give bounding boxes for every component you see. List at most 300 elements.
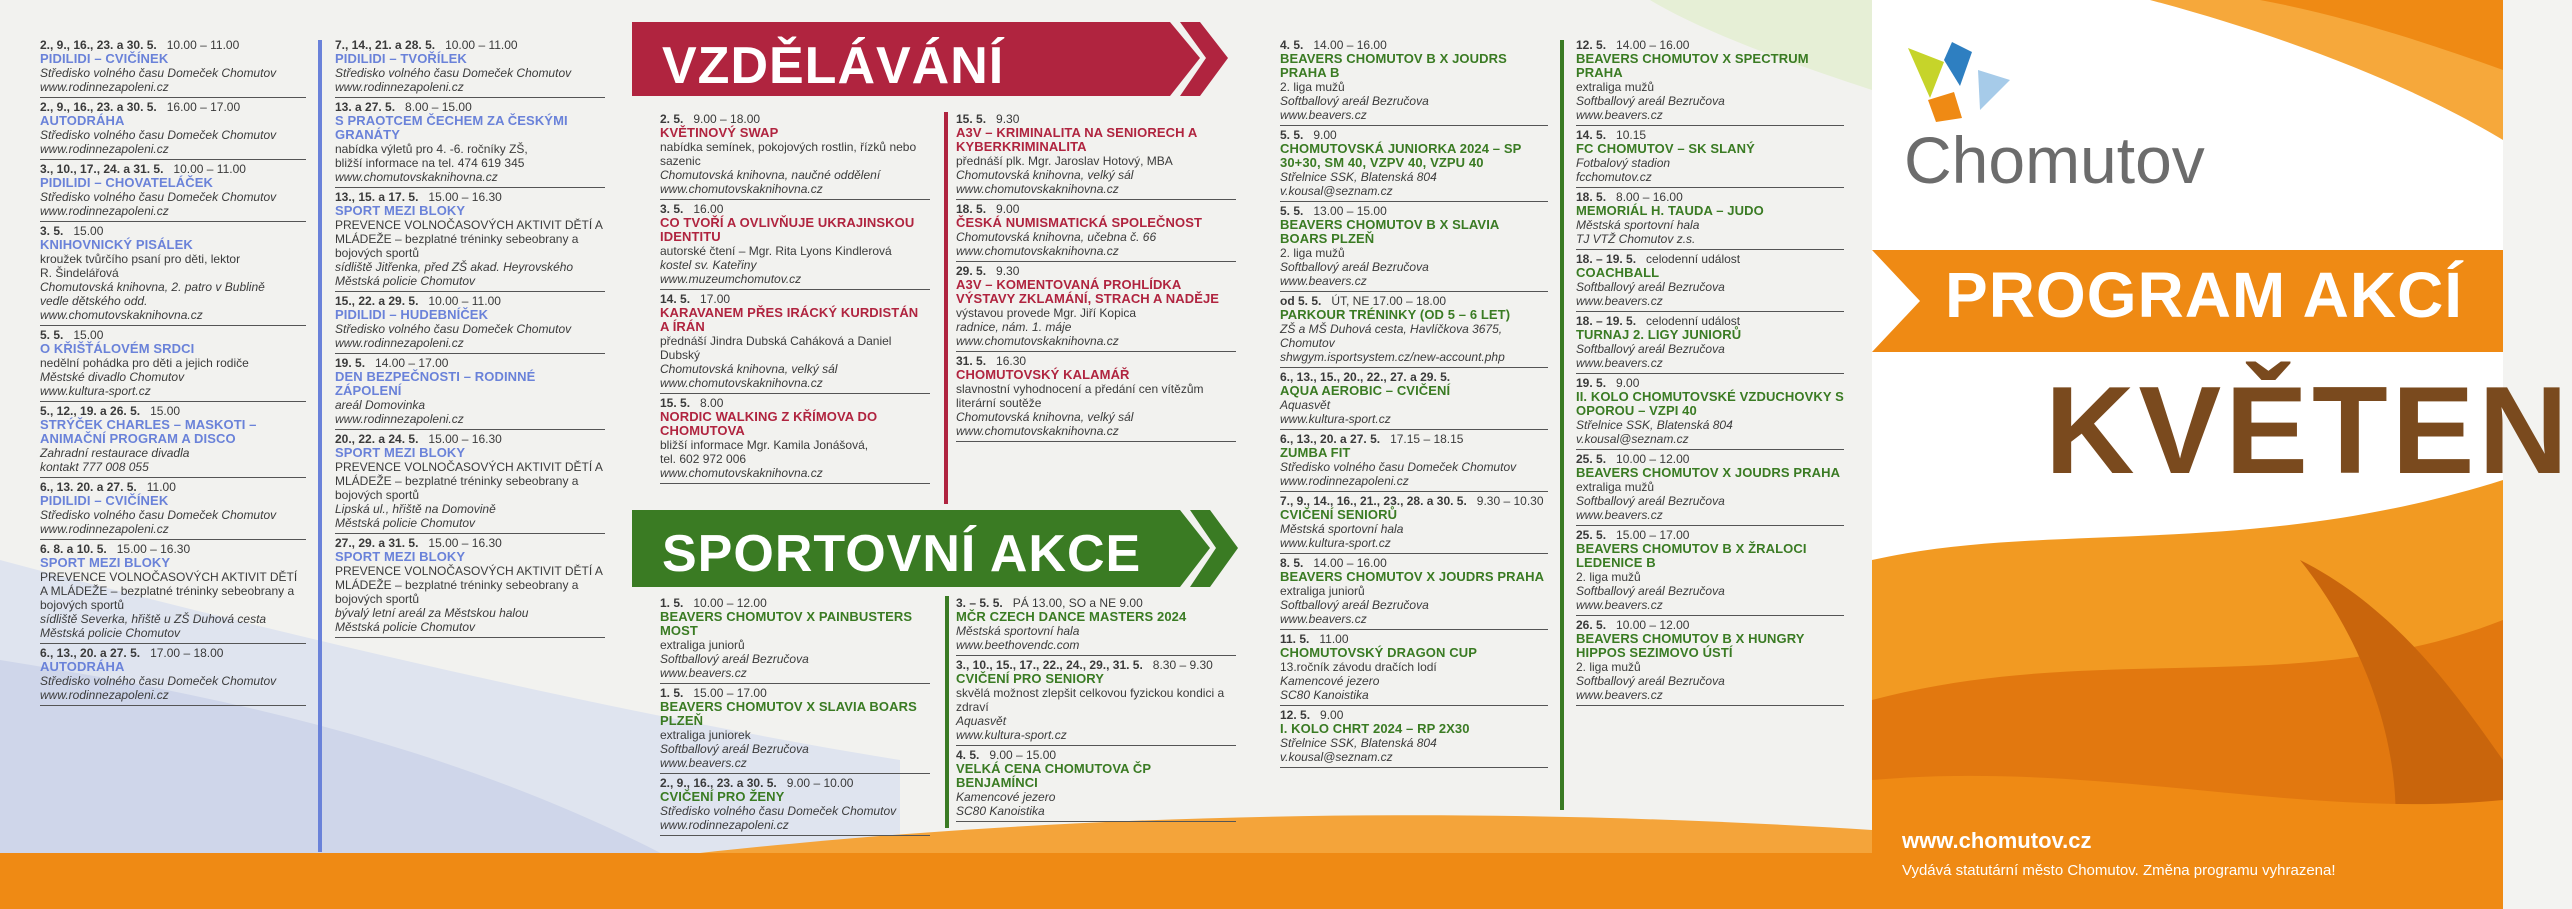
event-header — [1576, 314, 1844, 328]
event-date: 5. 5. — [1280, 128, 1304, 142]
event-description: extraliga mužů — [1576, 480, 1655, 494]
event-item — [1280, 126, 1548, 202]
event-header — [1280, 432, 1548, 446]
event-item — [40, 540, 306, 644]
event-venue: Městská sportovní hala — [1576, 218, 1700, 232]
event-time: 17.00 — [700, 292, 731, 306]
event-date: 7., 14., 21. a 28. 5. — [335, 38, 436, 52]
event-time: 9.30 — [996, 264, 1020, 278]
event-title: PIDILIDI – CVIČÍNEK — [40, 51, 169, 66]
event-description: slavnostní vyhodnocení a předání cen vítězům literární soutěže — [956, 382, 1204, 410]
event-time: 14.00 – 16.00 — [1313, 556, 1387, 570]
event-description: bližší informace Mgr. Kamila Jonášová, — [660, 438, 869, 452]
event-date: 20., 22. a 24. 5. — [335, 432, 419, 446]
event-header — [40, 646, 306, 660]
event-title: AUTODRÁHA — [40, 659, 125, 674]
green-accent-bar-2 — [1560, 40, 1564, 810]
event-venue: www.beavers.cz — [1576, 356, 1663, 370]
event-venue: Kamencové jezero — [956, 790, 1056, 804]
event-header — [335, 432, 605, 446]
event-date: 2., 9., 16., 23. a 30. 5. — [660, 776, 777, 790]
event-item — [956, 262, 1236, 352]
event-title: BEAVERS CHOMUTOV B X ŽRALOCI LEDENICE B — [1576, 541, 1807, 570]
event-description: bližší informace na tel. 474 619 345 — [335, 156, 525, 170]
event-item — [335, 98, 605, 188]
event-time: 9.00 – 10.00 — [786, 776, 854, 790]
event-title: S PRAOTCEM ČECHEM ZA ČESKÝMI GRANÁTY — [335, 113, 568, 142]
event-description: tel. 602 972 006 — [660, 452, 747, 466]
event-date: 14. 5. — [1576, 128, 1607, 142]
event-header — [956, 596, 1236, 610]
event-date: 2., 9., 16., 23. a 30. 5. — [40, 38, 157, 52]
event-description: extraliga juniorů — [660, 638, 745, 652]
event-venue: www.rodinnezapoleni.cz — [1280, 474, 1409, 488]
event-title: TURNAJ 2. LIGY JUNIORŮ — [1576, 327, 1742, 342]
event-venue: www.chomutovskaknihovna.cz — [660, 466, 823, 480]
event-description: skvělá možnost zlepšit celkovou fyzickou kondici a zdraví — [956, 686, 1225, 714]
event-item — [1280, 492, 1548, 554]
event-date: 5. 5. — [40, 328, 64, 342]
event-venue: www.rodinnezapoleni.cz — [40, 80, 169, 94]
event-venue: Zahradní restaurace divadla — [40, 446, 190, 460]
event-description: 2. liga mužů — [1280, 246, 1345, 260]
event-date: 2., 9., 16., 23. a 30. 5. — [40, 100, 157, 114]
event-date: 3. – 5. 5. — [956, 596, 1003, 610]
event-date: 11. 5. — [1280, 632, 1310, 646]
event-header — [660, 396, 930, 410]
event-date: 3. 5. — [40, 224, 64, 238]
event-venue: Městská sportovní hala — [1280, 522, 1404, 536]
event-date: 19. 5. — [1576, 376, 1607, 390]
event-date: 18. – 19. 5. — [1576, 314, 1637, 328]
event-time: 10.00 – 12.00 — [1616, 618, 1690, 632]
event-description: 2. liga mužů — [1280, 80, 1345, 94]
event-time: 16.30 — [996, 354, 1027, 368]
event-date: 6., 13., 20. a 27. 5. — [40, 646, 141, 660]
event-header — [1280, 38, 1548, 52]
event-venue: Softballový areál Bezručova — [1576, 342, 1725, 356]
event-venue: Fotbalový stadion — [1576, 156, 1671, 170]
event-header — [40, 480, 306, 494]
event-time: celodenní událost — [1646, 314, 1741, 328]
event-venue: sídliště Severka, hřiště u ZŠ Duhová cesta — [40, 612, 267, 626]
event-item — [1280, 554, 1548, 630]
event-venue: kontakt 777 008 055 — [40, 460, 149, 474]
event-header — [40, 38, 306, 52]
event-date: 2. 5. — [660, 112, 684, 126]
event-venue: sídliště Jitřenka, před ZŠ akad. Heyrovského — [335, 260, 574, 274]
event-description: 2. liga mužů — [1576, 570, 1641, 584]
event-time: 10.00 – 12.00 — [1616, 452, 1690, 466]
event-date: 18. 5. — [956, 202, 987, 216]
event-title: COACHBALL — [1576, 265, 1660, 280]
event-time: 13.00 – 15.00 — [1313, 204, 1387, 218]
publisher-note: Vydává statutární město Chomutov. Změna programu vyhrazena! — [1902, 862, 2336, 879]
event-date: 7., 9., 14., 16., 21., 23., 28. a 30. 5. — [1280, 494, 1467, 508]
event-header — [335, 190, 605, 204]
event-description: výstavou provede Mgr. Jiří Kopica — [956, 306, 1137, 320]
event-time: 14.00 – 16.00 — [1313, 38, 1387, 52]
events-column-5 — [660, 594, 930, 836]
event-date: 26. 5. — [1576, 618, 1607, 632]
event-venue: v.kousal@seznam.cz — [1280, 750, 1393, 764]
event-description: nabídka výletů pro 4. -6. ročníky ZŠ, — [335, 142, 528, 156]
website-link[interactable]: www.chomutov.cz — [1902, 828, 2092, 853]
event-header — [1280, 370, 1548, 384]
event-venue: www.rodinnezapoleni.cz — [335, 336, 464, 350]
event-description: R. Šindelářová — [40, 266, 119, 280]
event-time: 10.00 – 12.00 — [693, 596, 767, 610]
event-date: 1. 5. — [660, 596, 684, 610]
event-item — [1576, 36, 1844, 126]
event-venue: Středisko volného času Domeček Chomutov — [335, 66, 572, 80]
event-time: 10.15 — [1616, 128, 1647, 142]
event-header — [956, 658, 1236, 672]
event-description: PREVENCE VOLNOČASOVÝCH AKTIVIT DĚTÍ A MLÁDEŽE – bezplatné tréninky sebeobrany a bojových sportů — [335, 564, 603, 606]
event-header — [956, 264, 1236, 278]
event-title: CVIČENÍ PRO SENIORY — [956, 671, 1105, 686]
event-venue: Kamencové jezero — [1280, 674, 1380, 688]
event-item — [40, 36, 306, 98]
events-column-6 — [956, 594, 1236, 822]
event-venue: www.chomutovskaknihovna.cz — [660, 376, 823, 390]
event-date: 25. 5. — [1576, 452, 1607, 466]
event-venue: Středisko volného času Domeček Chomutov — [40, 190, 277, 204]
event-header — [660, 596, 930, 610]
event-venue: www.beavers.cz — [1280, 274, 1367, 288]
event-venue: Softballový areál Bezručova — [660, 742, 809, 756]
event-title: AUTODRÁHA — [40, 113, 125, 128]
event-header — [660, 202, 930, 216]
event-venue: www.chomutovskaknihovna.cz — [40, 308, 203, 322]
event-title: KARAVANEM PŘES IRÁCKÝ KURDISTÁN A ÍRÁN — [660, 305, 919, 334]
education-title: VZDĚLÁVÁNÍ — [662, 37, 1005, 95]
green-accent-bar — [945, 596, 949, 828]
event-item — [1280, 292, 1548, 368]
event-date: 29. 5. — [956, 264, 987, 278]
event-header — [956, 112, 1236, 126]
event-header — [1280, 128, 1548, 142]
event-venue: Chomutovská knihovna, učebna č. 66 — [956, 230, 1157, 244]
event-venue: areál Domovinka — [335, 398, 426, 412]
event-item — [1576, 450, 1844, 526]
event-date: 19. 5. — [335, 356, 366, 370]
event-time: 9.00 — [1616, 376, 1640, 390]
event-venue: bývalý letní areál za Městskou halou — [335, 606, 529, 620]
event-title: CHOMUTOVSKÝ KALAMÁŘ — [956, 367, 1130, 382]
event-venue: Chomutovská knihovna, velký sál — [956, 410, 1134, 424]
city-logo-text: Chomutov — [1904, 123, 2205, 197]
event-item — [1280, 630, 1548, 706]
event-venue: Chomutovská knihovna, velký sál — [956, 168, 1134, 182]
event-venue: Softballový areál Bezručova — [1280, 260, 1429, 274]
event-title: I. KOLO CHRT 2024 – RP 2X30 — [1280, 721, 1470, 736]
event-time: 14.00 – 17.00 — [375, 356, 449, 370]
event-date: 8. 5. — [1280, 556, 1304, 570]
event-time: 16.00 — [693, 202, 724, 216]
event-venue: www.muzeumchomutov.cz — [660, 272, 802, 286]
event-header — [1280, 494, 1548, 508]
event-venue: TJ VTŽ Chomutov z.s. — [1576, 232, 1696, 246]
event-description: PREVENCE VOLNOČASOVÝCH AKTIVIT DĚTÍ A MLÁDEŽE – bezplatné tréninky sebeobrany a bojových sportů — [335, 218, 603, 260]
event-title: BEAVERS CHOMUTOV X PAINBUSTERS MOST — [660, 609, 913, 638]
blue-accent-bar — [318, 40, 322, 852]
event-venue: Chomutovská knihovna, velký sál — [660, 362, 838, 376]
event-time: 9.00 — [1313, 128, 1337, 142]
event-title: KVĚTINOVÝ SWAP — [660, 125, 779, 140]
event-venue: Středisko volného času Domeček Chomutov — [335, 322, 572, 336]
event-time: 10.00 – 11.00 — [445, 38, 518, 52]
event-venue: www.beavers.cz — [1576, 108, 1663, 122]
event-item — [1576, 250, 1844, 312]
event-venue: Městská policie Chomutov — [335, 620, 476, 634]
event-title: STRÝČEK CHARLES – MASKOTI – ANIMAČNÍ PROGRAM A DISCO — [40, 417, 257, 446]
event-venue: Střelnice SSK, Blatenská 804 — [1280, 736, 1437, 750]
event-venue: Chomutovská knihovna, naučné oddělení — [660, 168, 881, 182]
event-time: 15.00 – 16.30 — [116, 542, 191, 556]
event-time: 11.00 — [146, 480, 176, 494]
event-item — [40, 478, 306, 540]
event-header — [40, 100, 306, 114]
event-venue: www.rodinnezapoleni.cz — [40, 522, 169, 536]
event-venue: Středisko volného času Domeček Chomutov — [40, 674, 277, 688]
event-item — [1280, 706, 1548, 768]
event-item — [335, 188, 605, 292]
event-venue: shwgym.isportsystem.cz/new-account.php — [1280, 350, 1505, 364]
event-date: 12. 5. — [1576, 38, 1607, 52]
event-venue: www.beavers.cz — [1280, 612, 1367, 626]
event-venue: Softballový areál Bezručova — [1576, 674, 1725, 688]
event-header — [1576, 252, 1844, 266]
event-venue: Střelnice SSK, Blatenská 804 — [1576, 418, 1733, 432]
event-venue: Lipská ul., hřiště na Domovině — [335, 502, 496, 516]
event-venue: www.rodinnezapoleni.cz — [40, 688, 169, 702]
event-item — [40, 160, 306, 222]
event-item — [335, 430, 605, 534]
event-date: 14. 5. — [660, 292, 691, 306]
event-venue: Softballový areál Bezručova — [1576, 494, 1725, 508]
event-item — [660, 200, 930, 290]
event-venue: kostel sv. Kateřiny — [660, 258, 757, 272]
event-title: A3V – KOMENTOVANÁ PROHLÍDKA VÝSTAVY ZKLAMÁNÍ, STRACH A NADĚJE — [956, 277, 1220, 306]
event-venue: www.chomutovskaknihovna.cz — [956, 244, 1119, 258]
event-date: 6., 13., 15., 20., 22., 27. a 29. 5. — [1280, 370, 1451, 384]
event-header — [660, 112, 930, 126]
event-venue: Městská sportovní hala — [956, 624, 1080, 638]
event-venue: www.kultura-sport.cz — [1280, 536, 1391, 550]
month-title: KVĚTEN — [2045, 362, 2572, 500]
event-item — [40, 222, 306, 326]
event-title: CVIČENÍ PRO ŽENY — [660, 789, 785, 804]
event-item — [660, 110, 930, 200]
event-title: DEN BEZPEČNOSTI – RODINNÉ ZÁPOLENÍ — [335, 369, 536, 398]
event-item — [660, 394, 930, 484]
event-header — [1576, 376, 1844, 390]
event-venue: www.chomutovskaknihovna.cz — [956, 334, 1119, 348]
event-time: ÚT, NE 17.00 – 18.00 — [1331, 294, 1447, 308]
event-date: 12. 5. — [1280, 708, 1311, 722]
event-title: AQUA AEROBIC – CVIČENÍ — [1280, 383, 1451, 398]
event-time: 17.15 – 18.15 — [1390, 432, 1464, 446]
event-item — [956, 656, 1236, 746]
event-venue: www.beavers.cz — [660, 666, 747, 680]
event-time: 11.00 — [1319, 632, 1349, 646]
event-item — [956, 200, 1236, 262]
event-title: BEAVERS CHOMUTOV X SLAVIA BOARS PLZEŇ — [660, 699, 917, 728]
event-time: 10.00 – 11.00 — [428, 294, 501, 308]
event-venue: Softballový areál Bezručova — [1576, 584, 1725, 598]
event-title: CVIČENÍ SENIORŮ — [1280, 507, 1398, 522]
events-column-2 — [335, 36, 605, 638]
event-header — [660, 686, 930, 700]
event-description: kroužek tvůrčího psaní pro děti, lektor — [40, 252, 241, 266]
event-header — [335, 100, 605, 114]
event-venue: Městská policie Chomutov — [335, 516, 476, 530]
event-title: PIDILIDI – TVOŘÍLEK — [335, 51, 467, 66]
event-header — [335, 38, 605, 52]
event-header — [660, 776, 930, 790]
event-item — [660, 684, 930, 774]
event-header — [1576, 528, 1844, 542]
event-time: 10.00 – 11.00 — [173, 162, 246, 176]
event-item — [956, 746, 1236, 822]
event-time: 15.00 – 17.00 — [693, 686, 767, 700]
event-venue: Softballový areál Bezručova — [1280, 598, 1429, 612]
event-item — [660, 290, 930, 394]
event-title: PIDILIDI – CVIČÍNEK — [40, 493, 169, 508]
event-time: 8.00 – 15.00 — [405, 100, 472, 114]
event-date: 3., 10., 15., 17., 22., 24., 29., 31. 5. — [956, 658, 1143, 672]
event-title: SPORT MEZI BLOKY — [335, 549, 466, 564]
event-venue: www.beavers.cz — [1576, 294, 1663, 308]
event-title: BEAVERS CHOMUTOV X JOUDRS PRAHA — [1280, 569, 1545, 584]
event-description: přednáší Jindra Dubská Caháková a Daniel Dubský — [660, 334, 892, 362]
event-header — [660, 292, 930, 306]
event-item — [40, 98, 306, 160]
event-header — [40, 224, 306, 238]
sport-banner — [632, 510, 1182, 590]
event-title: ZUMBA FIT — [1280, 445, 1351, 460]
event-time: 8.00 – 16.00 — [1616, 190, 1683, 204]
events-column-1 — [40, 36, 306, 706]
event-item — [335, 292, 605, 354]
event-header — [40, 328, 306, 342]
event-header — [1280, 632, 1548, 646]
event-description: autorské čtení – Mgr. Rita Lyons Kindlerová — [660, 244, 892, 258]
event-venue: Středisko volného času Domeček Chomutov — [40, 66, 277, 80]
event-venue: v.kousal@seznam.cz — [1576, 432, 1689, 446]
event-item — [335, 534, 605, 638]
education-banner — [632, 22, 1172, 102]
event-header — [1576, 452, 1844, 466]
event-description: extraliga juniorek — [660, 728, 751, 742]
event-item — [956, 352, 1236, 442]
event-item — [1576, 374, 1844, 450]
event-title: BEAVERS CHOMUTOV B X SLAVIA BOARS PLZEŇ — [1280, 217, 1499, 246]
event-venue: Aquasvět — [956, 714, 1007, 728]
event-title: O KŘIŠŤÁLOVÉM SRDCI — [40, 341, 195, 356]
event-venue: www.kultura-sport.cz — [956, 728, 1067, 742]
event-description: PREVENCE VOLNOČASOVÝCH AKTIVIT DĚTÍ A MLÁDEŽE – bezplatné tréninky sebeobrany a bojových sportů — [335, 460, 603, 502]
event-header — [1280, 204, 1548, 218]
event-time: 15.00 – 16.30 — [428, 190, 502, 204]
event-header — [40, 542, 306, 556]
event-venue: Aquasvět — [1280, 398, 1331, 412]
event-venue: Středisko volného času Domeček Chomutov — [40, 508, 277, 522]
event-title: ČESKÁ NUMISMATICKÁ SPOLEČNOST — [956, 215, 1203, 230]
event-time: 9.00 – 15.00 — [989, 748, 1057, 762]
event-description: přednáší plk. Mgr. Jaroslav Hotový, MBA — [956, 154, 1173, 168]
event-date: 15., 22. a 29. 5. — [335, 294, 419, 308]
event-item — [956, 110, 1236, 200]
event-venue: Softballový areál Bezručova — [1576, 94, 1725, 108]
event-item — [1280, 430, 1548, 492]
event-header — [956, 202, 1236, 216]
event-item — [660, 774, 930, 836]
event-time: 15.00 – 16.30 — [428, 536, 502, 550]
event-item — [1576, 312, 1844, 374]
event-title: KNIHOVNICKÝ PISÁLEK — [40, 237, 193, 252]
event-venue: Softballový areál Bezručova — [660, 652, 809, 666]
event-item — [1280, 36, 1548, 126]
event-header — [1576, 190, 1844, 204]
event-date: 15. 5. — [660, 396, 691, 410]
event-header — [335, 356, 605, 370]
event-venue: Středisko volného času Domeček Chomutov — [1280, 460, 1517, 474]
event-time: 9.30 – 10.30 — [1476, 494, 1544, 508]
event-venue: www.beavers.cz — [1576, 508, 1663, 522]
event-header — [956, 748, 1236, 762]
event-date: 4. 5. — [1280, 38, 1304, 52]
event-header — [1280, 294, 1548, 308]
event-time: 15.00 – 17.00 — [1616, 528, 1690, 542]
event-venue: Městské divadlo Chomutov — [40, 370, 185, 384]
event-item — [335, 354, 605, 430]
event-date: 6. 8. a 10. 5. — [40, 542, 107, 556]
event-date: 13., 15. a 17. 5. — [335, 190, 419, 204]
event-title: CHOMUTOVSKÁ JUNIORKA 2024 – SP 30+30, SM 40, VZPV 40, VZPU 40 — [1280, 141, 1522, 170]
event-date: 5., 12., 19. a 26. 5. — [40, 404, 141, 418]
event-date: 5. 5. — [1280, 204, 1304, 218]
event-time: 10.00 – 11.00 — [166, 38, 240, 52]
event-venue: www.rodinnezapoleni.cz — [660, 818, 789, 832]
event-header — [335, 536, 605, 550]
event-description: nabídka semínek, pokojových rostlin, řízků nebo sazenic — [660, 140, 917, 168]
event-time: 17.00 – 18.00 — [150, 646, 224, 660]
event-item — [40, 326, 306, 402]
event-item — [956, 594, 1236, 656]
events-column-7 — [1280, 36, 1548, 768]
event-date: 3., 10., 17., 24. a 31. 5. — [40, 162, 164, 176]
event-date: 3. 5. — [660, 202, 684, 216]
event-title: SPORT MEZI BLOKY — [335, 203, 466, 218]
event-time: 16.00 – 17.00 — [166, 100, 241, 114]
event-description: 13.ročník závodu dračích lodí — [1280, 660, 1437, 674]
event-time: celodenní událost — [1646, 252, 1741, 266]
event-venue: Středisko volného času Domeček Chomutov — [660, 804, 897, 818]
event-title: BEAVERS CHOMUTOV X JOUDRS PRAHA — [1576, 465, 1841, 480]
event-header — [1576, 38, 1844, 52]
event-header — [40, 162, 306, 176]
event-venue: www.chomutovskaknihovna.cz — [335, 170, 498, 184]
event-time: PÁ 13.00, SO a NE 9.00 — [1012, 596, 1143, 610]
event-date: 15. 5. — [956, 112, 987, 126]
event-venue: www.kultura-sport.cz — [1280, 412, 1391, 426]
event-title: PIDILIDI – HUDEBNÍČEK — [335, 307, 489, 322]
event-item — [335, 36, 605, 98]
event-item — [40, 402, 306, 478]
event-item — [1576, 126, 1844, 188]
